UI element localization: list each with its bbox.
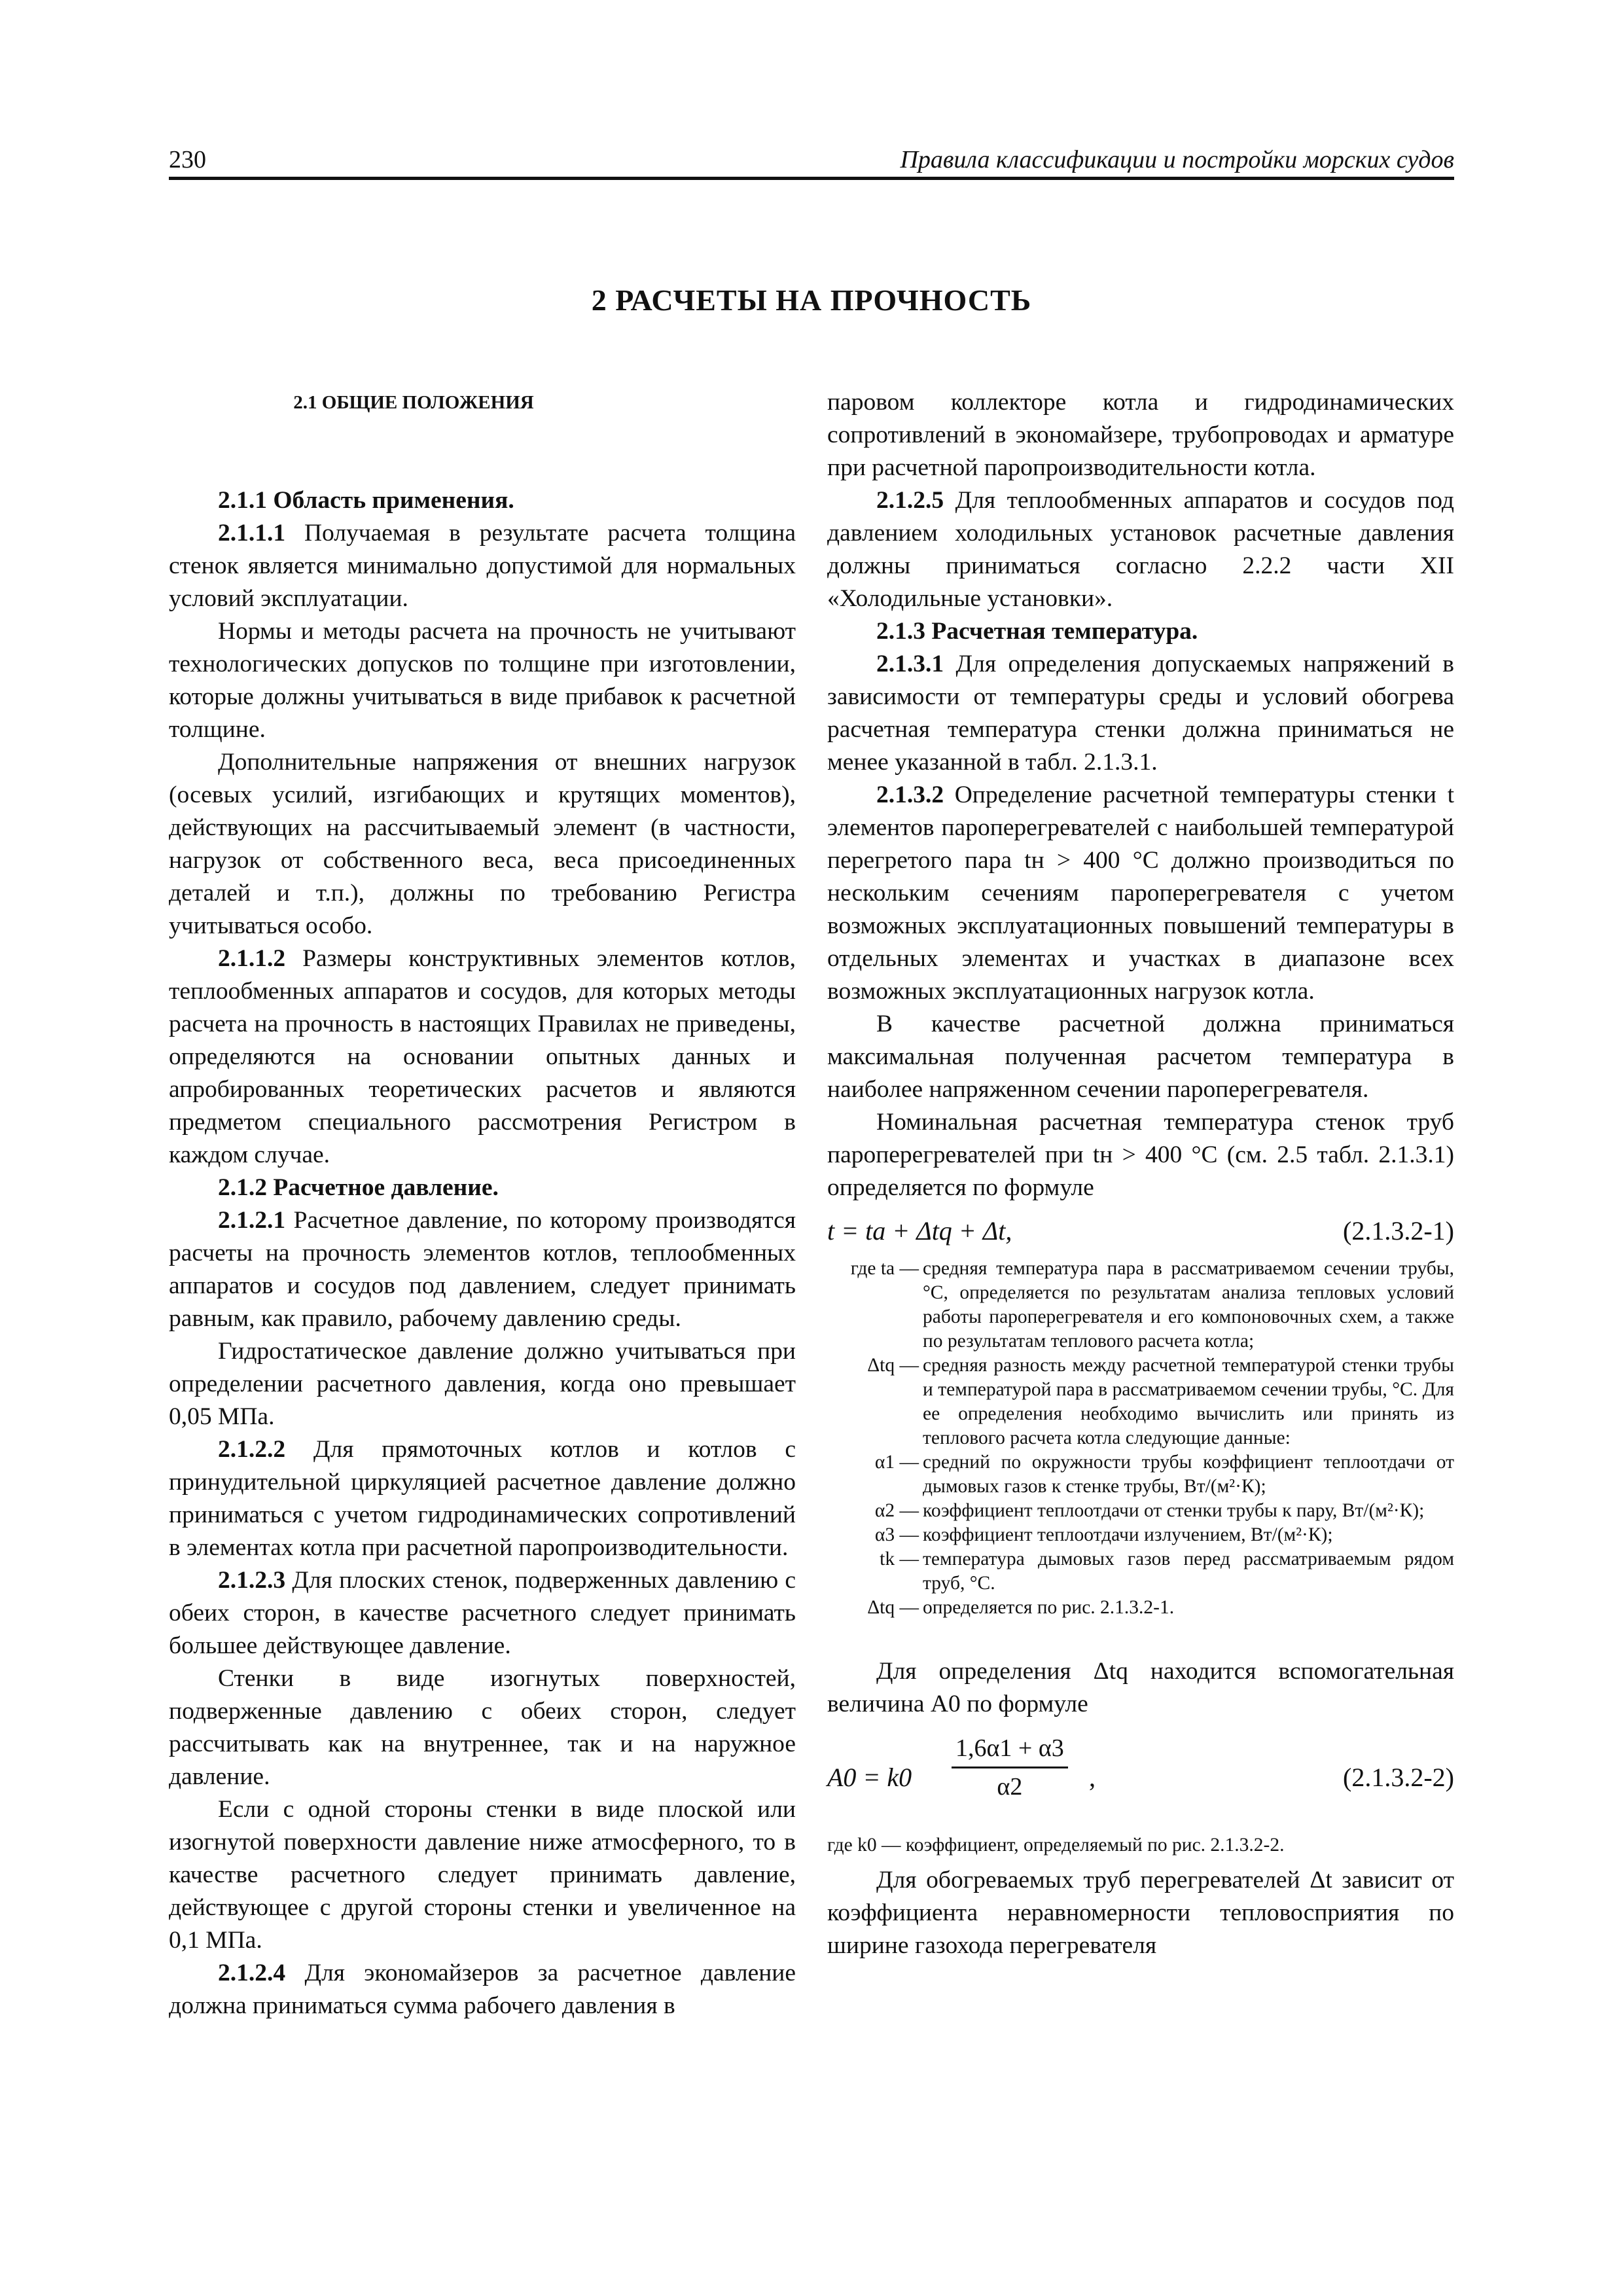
paragraph [169,1564,796,1662]
paragraph [169,1204,796,1335]
paragraph: Для обогреваемых труб перегревателей Δt зависит от коэффициента неравномерности тепловосприятия по ширине газохода перегревателя [827,1867,1454,1959]
formula-expression: t = ta + Δtq + Δt, [827,1216,1012,1246]
formula-lhs: A0 = k0 [827,1763,912,1792]
formula-2-1-3-2-1 [827,1210,1454,1253]
clause-number: 2.1.1.1 [218,520,286,547]
legend-symbol: где ta — [850,1258,919,1279]
legend-symbol: Δtq — [867,1355,919,1376]
clause-number: 2.1.2.1 [218,1207,286,1234]
formula-number: (2.1.3.2-2) [1343,1763,1454,1792]
symbol-legend-k0: где k0 — коэффициент, определяемый по рис. 2.1.3.2-2. [827,1835,1285,1856]
paragraph-text: Размеры конструктивных элементов котлов, теплообменных аппаратов и сосудов, для которых методы расчета на прочность в настоящих Правилах не приведены, определяются на основании опытных данных и апробированных теоретических расчетов и являются предметом специального рассмотрения Регистром в каждом случае. [169,945,796,1168]
clause-number: 2.1.3.2 [876,781,944,808]
formula-fraction [952,1730,1068,1805]
clause-number: 2.1.1.2 [218,945,286,972]
legend-text: коэффициент теплоотдачи от стенки трубы к пару, Вт/(м²·К); [923,1500,1425,1521]
paragraph: Для определения Δtq находится вспомогательная величина A0 по формуле [827,1658,1454,1717]
legend-row [827,1499,1454,1523]
paragraph: Номинальная расчетная температура стенок труб пароперегревателей при tн > 400 °C (см. 2.5 табл. 2.1.3.1) определяется по формуле [827,1109,1454,1201]
paragraph: Нормы и методы расчета на прочность не учитывают технологических допусков по толщине при изготовлении, которые должны учитываться в виде прибавок к расчетной толщине. [169,618,796,743]
paragraph-text: Для прямоточных котлов и котлов с принудительной циркуляцией расчетное давление должно приниматься с учетом гидродинамических сопротивлений в элементах котла при расчетной паропроизводительности. [169,1436,796,1561]
running-title: Правила классификации и постройки морских судов [900,146,1454,173]
paragraph-text: Для теплообменных аппаратов и сосудов под давлением холодильных установок расчетные давления должны приниматься согласно 2.2.2 части XII «Холодильные установки». [827,487,1454,612]
fraction-denominator: α2 [997,1773,1023,1801]
section-heading: 2.1 ОБЩИЕ ПОЛОЖЕНИЯ [293,392,534,413]
legend-symbol: α3 — [874,1524,919,1545]
subsection-heading: 2.1.3 Расчетная температура. [876,618,1198,645]
paragraph: Стенки в виде изогнутых поверхностей, подверженные давлению с обеих сторон, следует рассчитывать как на внутреннее, так и на наружное давление. [169,1665,796,1790]
paragraph [169,1433,796,1564]
spacer [827,1626,1454,1655]
legend-text: средняя температура пара в рассматриваемом сечении трубы, °C, определяется по результатам анализа тепловых условий работы пароперегревателя и его компоновочных схем, а также по результатам теплового расчета котла; [923,1258,1454,1352]
clause-number: 2.1.2.5 [876,487,944,514]
page-header [169,141,1454,178]
legend-text: средняя разность между расчетной температурой стенки трубы и температурой пара в рассматриваемом сечении трубы, °C. Для ее определения необходимо вычислить или принять из теплового расчета котла следующие данные: [923,1355,1454,1448]
fraction-numerator: 1,6α1 + α3 [952,1730,1068,1768]
legend-row [827,1547,1454,1596]
paragraph: Гидростатическое давление должно учитываться при определении расчетного давления, когда оно превышает 0,05 МПа. [169,1338,796,1430]
paragraph [827,648,1454,779]
clause-number: 2.1.2.4 [218,1960,286,1986]
paragraph-text: Получаемая в результате расчета толщина стенок является минимально допустимой для нормальных условий эксплуатации. [169,520,796,612]
paragraph: В качестве расчетной должна приниматься максимальная полученная расчетом температура в наиболее напряженном сечении пароперегревателя. [827,1011,1454,1103]
clause-number: 2.1.3.1 [876,651,944,677]
formula-tail: , [1089,1763,1096,1792]
header-rule [169,177,1454,180]
clause-number: 2.1.2.2 [218,1436,286,1463]
paragraph [169,942,796,1172]
legend-row [827,1354,1454,1450]
paragraph-text: Для определения допускаемых напряжений в зависимости от температуры среды и условий обогрева расчетная температура стенки должна приниматься не менее указанной в табл. 2.1.3.1. [827,651,1455,776]
left-column [169,386,796,2022]
paragraph [827,484,1454,615]
paragraph-text: Расчетное давление, по которому производятся расчеты на прочность элементов котлов, теплообменных аппаратов и сосудов под давлением, следует принимать равным, как правило, рабочему давлению среды. [169,1207,796,1332]
paragraph: Дополнительные напряжения от внешних нагрузок (осевых усилий, изгибающих и крутящих моментов), действующих на рассчитываемый элемент (в частности, нагрузок от собственного веса, веса присоединенных деталей и т.п.), должны по требованию Регистра учитываться особо. [169,749,796,939]
right-column [827,386,1454,1962]
page-number: 230 [169,146,206,173]
paragraph [169,517,796,615]
paragraph: паровом коллекторе котла и гидродинамических сопротивлений в экономайзере, трубопроводах и арматуре при расчетной паропроизводительности котла. [827,389,1454,481]
legend-symbol: tk — [880,1549,919,1570]
paragraph [827,779,1454,1008]
legend-row [827,1523,1454,1547]
paragraph-text: Определение расчетной температуры стенки t элементов пароперегревателей с наибольшей температурой перегретого пара tн > 400 °C должно производиться по нескольким сечениям пароперегревателя с учетом возможных эксплуатационных повышений температуры в отдельных элементах и участках в диапазоне всех возможных эксплуатационных нагрузок котла. [827,781,1454,1005]
clause-number: 2.1.2.3 [218,1567,286,1594]
paragraph-text: Для плоских стенок, подверженных давлению с обеих сторон, в качестве расчетного следует принимать большее действующее давление. [169,1567,796,1659]
legend-row [827,1450,1454,1499]
legend-text: коэффициент теплоотдачи излучением, Вт/(м²·К); [923,1524,1333,1545]
legend-row [827,1257,1454,1354]
legend-text: температура дымовых газов перед рассматриваемым рядом труб, °C. [923,1549,1454,1594]
legend-row [827,1596,1454,1620]
chapter-title: 2 РАСЧЕТЫ НА ПРОЧНОСТЬ [591,283,1032,317]
paragraph: Если с одной стороны стенки в виде плоской или изогнутой поверхности давление ниже атмосферного, то в качестве расчетного следует принимать давление, действующее с другой стороны стенки и увеличенное на 0,1 МПа. [169,1796,796,1954]
formula-2-1-3-2-2 [827,1730,1454,1828]
paragraph [169,1957,796,2022]
legend-symbol: Δtq — [867,1597,919,1618]
symbol-legend [827,1257,1454,1620]
subsection-heading: 2.1.2 Расчетное давление. [218,1174,499,1201]
legend-symbol: α2 — [874,1500,919,1521]
formula-number: (2.1.3.2-1) [1343,1216,1454,1246]
legend-symbol: α1 — [874,1452,919,1473]
legend-text: средний по окружности трубы коэффициент теплоотдачи от дымовых газов к стенке трубы, Вт/(м²·К); [923,1452,1454,1497]
legend-text: определяется по рис. 2.1.3.2-1. [923,1597,1175,1618]
subsection-heading: 2.1.1 Область применения. [218,487,514,514]
paragraph-text: Для экономайзеров за расчетное давление должна приниматься сумма рабочего давления в [169,1960,796,2019]
